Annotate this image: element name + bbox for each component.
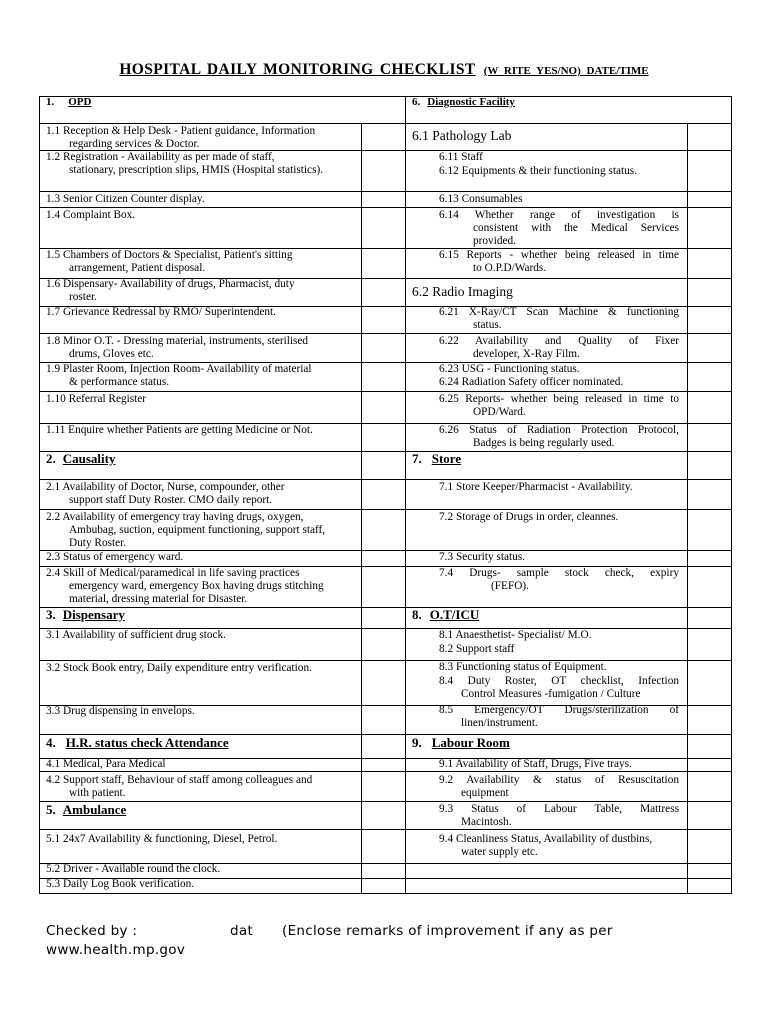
- checklist-item: 8.4 Duty Roster, OT checklist, Infection: [439, 675, 679, 687]
- checklist-item: developer, X-Ray Film.: [473, 348, 580, 360]
- checklist-item: 1.6 Dispensary- Availability of drugs, Pharmacist, duty: [46, 278, 295, 290]
- grid-line: [39, 191, 731, 192]
- grid-line: [39, 660, 731, 661]
- checklist-item: 1.10 Referral Register: [46, 393, 147, 405]
- checklist-item: 9.1 Availability of Staff, Drugs, Five trays.: [439, 758, 632, 770]
- checklist-item: status.: [473, 319, 502, 331]
- grid-line: [39, 801, 731, 802]
- checklist-item: 6.11 Staff: [439, 151, 483, 163]
- checklist-item: 9.4 Cleanliness Status, Availability of dustbins,: [439, 833, 653, 845]
- checklist-item: material, dressing material for Disaster.: [69, 593, 248, 605]
- checklist-item: support staff Duty Roster. CMO daily report.: [69, 494, 273, 506]
- remarks-note: (Enclose remarks of improvement if any as per: [282, 923, 613, 939]
- grid-line: [405, 96, 406, 894]
- section-number: 3.: [46, 607, 56, 622]
- section-number: 5.: [46, 802, 56, 817]
- checklist-item: OPD/Ward.: [473, 406, 526, 418]
- checklist-item: to O.P.D/Wards.: [473, 262, 547, 274]
- checklist-item: 1.1 Reception & Help Desk - Patient guidance, Information: [46, 125, 316, 137]
- grid-line: [39, 771, 731, 772]
- grid-line: [39, 123, 731, 124]
- section-title: Causality: [62, 451, 116, 466]
- checklist-item: emergency ward, emergency Box having drugs stitching: [69, 580, 324, 592]
- checklist-item: consistent with the Medical Services: [473, 222, 679, 234]
- checklist-item: water supply etc.: [461, 846, 538, 858]
- checklist-item: Macintosh.: [461, 816, 512, 828]
- section-title: Dispensary: [62, 607, 125, 622]
- checklist-item: 6.12 Equipments & their functioning status.: [439, 165, 637, 177]
- checklist-item: 6.13 Consumables: [439, 193, 523, 205]
- section-labour-heading: [412, 735, 510, 751]
- section-number: 8.: [412, 607, 422, 622]
- pathology-lab-heading: 6.1 Pathology Lab: [412, 128, 512, 143]
- section-dispensary-heading: [46, 607, 125, 623]
- checklist-item: 7.3 Security status.: [439, 551, 525, 563]
- checklist-item: 3.3 Drug dispensing in envelops.: [46, 705, 195, 717]
- checklist-item: 6.23 USG - Functioning status.: [439, 363, 580, 375]
- checklist-item: 1.11 Enquire whether Patients are getting Medicine or Not.: [46, 424, 313, 436]
- checklist-item: arrangement, Patient disposal.: [69, 262, 206, 274]
- checklist-item: 8.1 Anaesthetist- Specialist/ M.O.: [439, 629, 592, 641]
- checklist-item: 1.2 Registration - Availability as per made of staff,: [46, 151, 275, 163]
- section-title: OPD: [68, 96, 92, 108]
- checklist-item: 6.24 Radiation Safety officer nominated.: [439, 376, 624, 388]
- checklist-item: Control Measures -fumigation / Culture: [461, 688, 641, 700]
- checklist-item: 3.1 Availability of sufficient drug stock.: [46, 629, 226, 641]
- checklist-item: 1.8 Minor O.T. - Dressing material, instruments, sterilised: [46, 335, 309, 347]
- checklist-item: 6.25 Reports- whether being released in time to: [439, 393, 679, 405]
- checklist-item: 5.3 Daily Log Book verification.: [46, 878, 195, 890]
- section-ambulance-heading: [46, 802, 126, 818]
- checklist-item: 7.4 Drugs- sample stock check, expiry: [439, 567, 679, 579]
- grid-line: [39, 509, 731, 510]
- checked-by-label: Checked by :: [46, 923, 138, 939]
- grid-line: [39, 333, 731, 334]
- section-title: H.R. status check Attendance: [65, 735, 229, 750]
- checklist-item: 5.1 24x7 Availability & functioning, Diesel, Petrol.: [46, 833, 278, 845]
- grid-line: [39, 607, 731, 608]
- page-title: HOSPITAL DAILY MONITORING CHECKLIST: [119, 61, 476, 78]
- section-number: 9.: [412, 735, 422, 750]
- section-title: O.T/ICU: [429, 607, 480, 622]
- checklist-item: & performance status.: [69, 376, 170, 388]
- checklist-item: 8.5 Emergency/OT Drugs/sterilization of: [439, 704, 679, 716]
- grid-line: [39, 451, 731, 452]
- section-number: 1.: [46, 96, 55, 108]
- section-store-heading: [412, 451, 461, 467]
- section-number: 4.: [46, 735, 56, 750]
- grid-line: [39, 207, 731, 208]
- checklist-item: 6.15 Reports - whether being released in time: [439, 249, 679, 261]
- page-subtitle: (W RITE YES/NO) DATE/TIME: [483, 65, 649, 77]
- checklist-item: 7.2 Storage of Drugs in order, cleannes.: [439, 511, 619, 523]
- checklist-item: 6.26 Status of Radiation Protection Protocol,: [439, 424, 679, 436]
- checklist-item: 8.2 Support staff: [439, 643, 515, 655]
- checklist-item: 9.2 Availability & status of Resuscitation: [439, 774, 679, 786]
- page-title-block: [0, 61, 768, 79]
- checklist-item: 8.3 Functioning status of Equipment.: [439, 661, 607, 673]
- checklist-item: provided.: [473, 235, 516, 247]
- checklist-item: linen/instrument.: [461, 717, 538, 729]
- checklist-item: Badges is being regularly used.: [473, 437, 615, 449]
- checklist-item: 1.3 Senior Citizen Counter display.: [46, 193, 205, 205]
- date-label: dat: [230, 923, 254, 939]
- checklist-item: 1.5 Chambers of Doctors & Specialist, Patient's sitting: [46, 249, 293, 261]
- section-opd-heading: [46, 96, 91, 108]
- section-title: Ambulance: [62, 802, 127, 817]
- footer-area: [0, 923, 768, 1002]
- checklist-item: 4.1 Medical, Para Medical: [46, 758, 166, 770]
- checklist-item: 5.2 Driver - Available round the clock.: [46, 863, 221, 875]
- radio-imaging-heading: 6.2 Radio Imaging: [412, 284, 513, 299]
- checklist-item: 1.7 Grievance Redressal by RMO/ Superintendent.: [46, 306, 276, 318]
- section-hr-heading: [46, 735, 229, 751]
- section-title: Diagnostic Facility: [427, 96, 515, 108]
- checklist-item: 2.1 Availability of Doctor, Nurse, compounder, other: [46, 481, 285, 493]
- section-number: 6.: [412, 96, 421, 108]
- section-title: Labour Room: [431, 735, 510, 750]
- checklist-item: 1.9 Plaster Room, Injection Room- Availability of material: [46, 363, 312, 375]
- checklist-item: Duty Roster.: [69, 537, 127, 549]
- checklist-item: 1.4 Complaint Box.: [46, 209, 136, 221]
- checklist-item: 3.2 Stock Book entry, Daily expenditure entry verification.: [46, 662, 312, 674]
- section-number: 2.: [46, 451, 56, 466]
- checklist-item: Ambubag, suction, equipment functioning, support staff,: [69, 524, 326, 536]
- checklist-item: 4.2 Support staff, Behaviour of staff among colleagues and: [46, 774, 313, 786]
- checklist-item: 9.3 Status of Labour Table, Mattress: [439, 803, 679, 815]
- section-number: 7.: [412, 451, 422, 466]
- checklist-item: with patient.: [69, 787, 126, 799]
- website-text: www.health.mp.gov: [46, 942, 186, 958]
- checklist-item: stationary, prescription slips, HMIS (Hospital statistics).: [69, 164, 324, 176]
- checklist-item: roster.: [69, 291, 97, 303]
- checklist-item: 6.21 X-Ray/CT Scan Machine & functioning: [439, 306, 679, 318]
- grid-line: [39, 391, 731, 392]
- section-title: Store: [431, 451, 462, 466]
- checklist-item: 2.4 Skill of Medical/paramedical in life saving practices: [46, 567, 300, 579]
- checklist-item: equipment: [461, 787, 509, 799]
- checklist-item: 7.1 Store Keeper/Pharmacist - Availability.: [439, 481, 633, 493]
- section-causality-heading: [46, 451, 115, 467]
- section-diagnostic-heading: [412, 96, 515, 108]
- checklist-item: 6.14 Whether range of investigation is: [439, 209, 679, 221]
- checklist-item: 6.22 Availability and Quality of Fixer: [439, 335, 679, 347]
- checklist-item: 2.3 Status of emergency ward.: [46, 551, 184, 563]
- section-ot-heading: [412, 607, 479, 623]
- grid-line: [39, 479, 731, 480]
- grid-line: [39, 829, 731, 830]
- checklist-item: drums, Gloves etc.: [69, 348, 154, 360]
- checklist-item: regarding services & Doctor.: [69, 138, 200, 150]
- checklist-item: 2.2 Availability of emergency tray having drugs, oxygen,: [46, 511, 304, 523]
- checklist-item: (FEFO).: [491, 580, 529, 592]
